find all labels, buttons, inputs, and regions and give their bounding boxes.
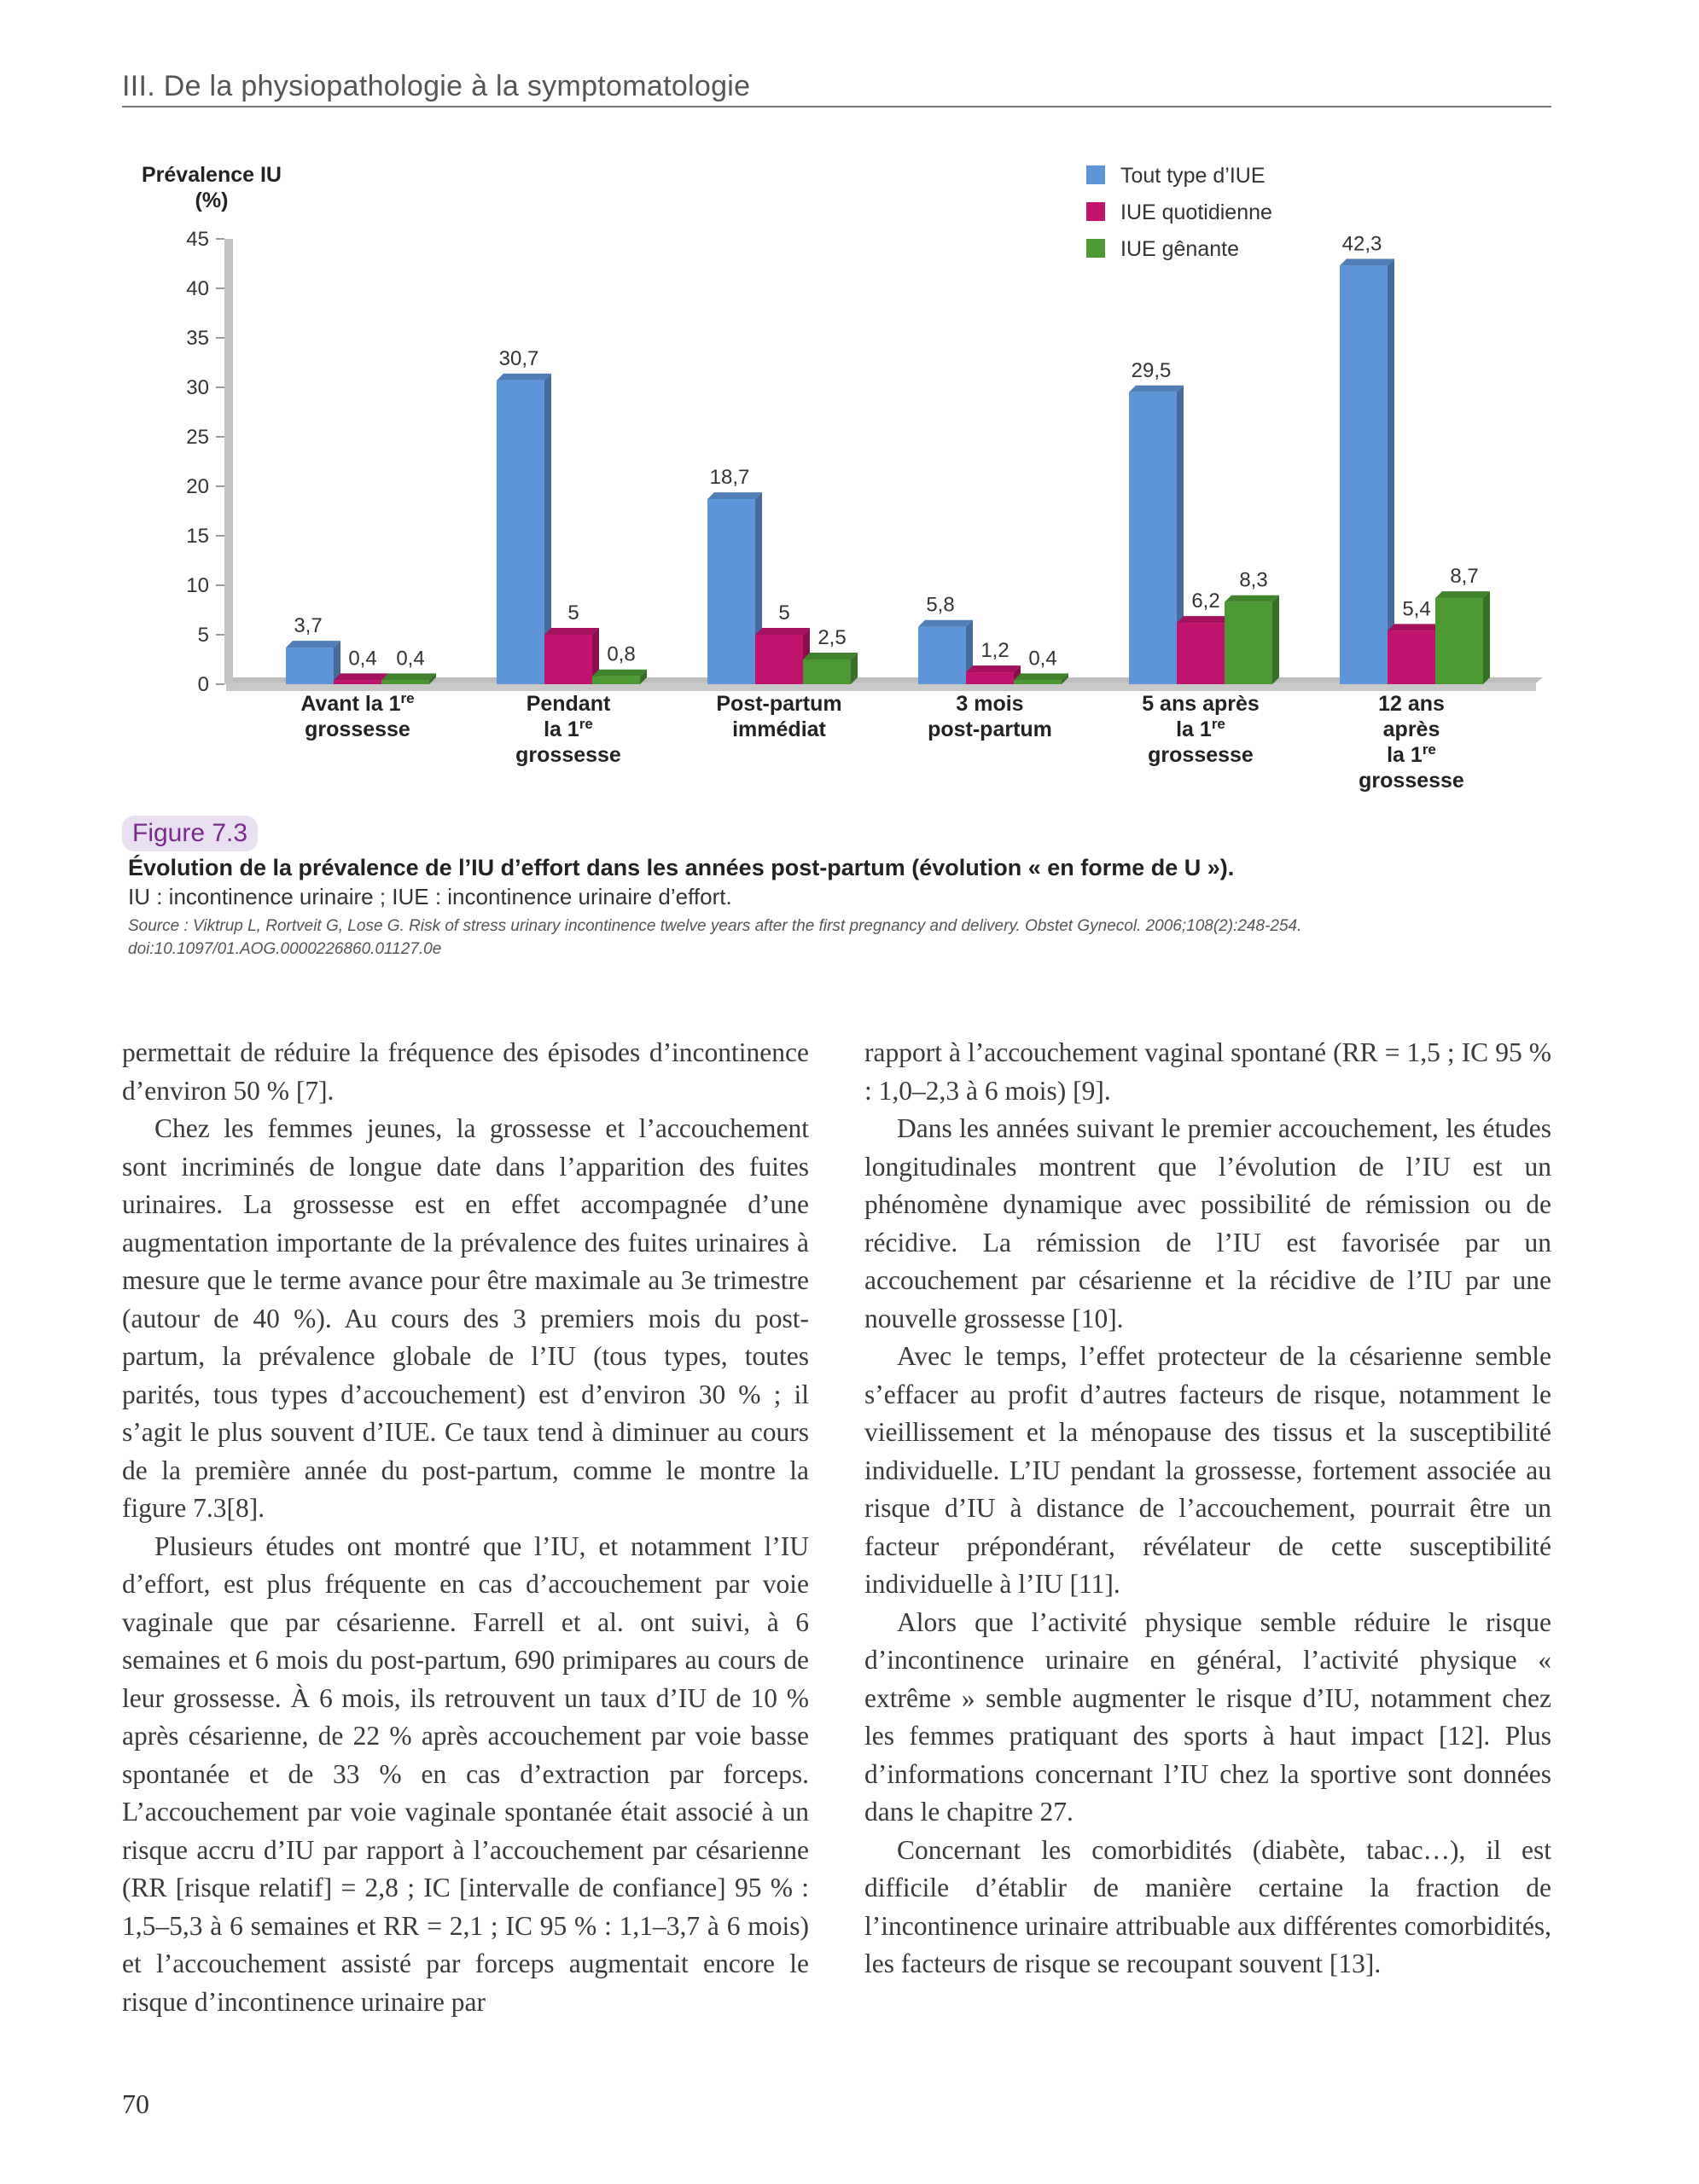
y-tick-label: 45 [186, 228, 209, 251]
y-tick-label: 5 [197, 624, 209, 647]
paragraph: Alors que l’activité physique semble réduire le risque d’incontinence urinaire en général, l’activité physique « extrême » semble augmenter le risque d’IU, notamment chez les femmes pratiquant des sports à haut impact [12]. Plus d’informations concernant l’IU chez la sportive sont données dans le chapitre 27. [864, 1606, 1551, 1827]
bar-top [1225, 595, 1279, 602]
data-label: 8,3 [1239, 568, 1268, 592]
y-tick-label: 25 [186, 426, 209, 449]
data-label: 42,3 [1341, 232, 1382, 256]
bar-top [707, 492, 762, 499]
legend-label: Tout type d’IUE [1120, 164, 1266, 188]
legend-swatch [1086, 202, 1105, 221]
y-tick-label: 35 [186, 327, 209, 350]
data-label: 0,4 [348, 647, 377, 671]
bar-chart [122, 145, 1551, 810]
data-label: 29,5 [1131, 358, 1172, 382]
figure-label: Figure 7.3 [122, 816, 258, 851]
x-category-label: la 1re [1387, 741, 1436, 767]
data-label: 0,4 [1028, 647, 1057, 671]
bar [1340, 265, 1388, 684]
bar [381, 680, 429, 684]
legend-label: IUE gênante [1120, 237, 1239, 261]
bar-top [1129, 386, 1184, 392]
x-category-label: 12 ans [1378, 692, 1445, 716]
data-label: 0,8 [607, 642, 636, 666]
x-category-label: grossesse [305, 717, 410, 741]
paragraph: Dans les années suivant le premier accouchement, les études longitudinales montrent que l’évolution de l’IU est un phénomène dynamique avec possibilité de rémission ou de récidive. La rémission de l’IU est favorisée par un accouchement par césarienne et la récidive de l’IU par une nouvelle grossesse [10]. [864, 1113, 1551, 1333]
bar [803, 659, 851, 684]
bar [1435, 598, 1483, 684]
bar [1014, 680, 1062, 684]
bar-top [966, 665, 1021, 672]
bar [1129, 392, 1177, 684]
x-category-label: la 1re [1176, 716, 1225, 741]
y-tick-label: 30 [186, 376, 209, 399]
figure-caption-abbreviations: IU : incontinence urinaire ; IUE : incontinence urinaire d’effort. [128, 884, 732, 909]
legend-swatch [1086, 239, 1105, 258]
bar-top [334, 673, 388, 680]
data-label: 5 [567, 601, 579, 624]
bar-top [1388, 624, 1442, 630]
bar [592, 677, 640, 684]
x-category-label: Avant la 1re [300, 690, 415, 716]
y-tick-label: 15 [186, 525, 209, 548]
bar [334, 680, 381, 684]
bar [755, 635, 803, 684]
bar [966, 672, 1014, 684]
page-number: 70 [122, 2088, 149, 2119]
bar-side [1388, 258, 1394, 684]
paragraph: Concernant les comorbidités (diabète, tabac…), il est difficile d’établir de manière certaine la fraction de l’incontinence urinaire attribuable aux différentes comorbidités, les facteurs de risque se recoupant souvent [13]. [864, 1834, 1551, 1978]
x-category-label: post-partum [928, 717, 1052, 741]
bar [286, 648, 334, 684]
paragraph: permettait de réduire la fréquence des épisodes d’incontinence d’environ 50 % [7]. [122, 1037, 809, 1106]
running-head: III. De la physiopathologie à la symptomatologie [122, 70, 751, 102]
y-axis-title: (%) [195, 189, 229, 212]
paragraph: Avec le temps, l’effet protecteur de la césarienne semble s’effacer au profit d’autres facteurs de risque, notamment le vieillissement et la ménopause des tissus et la susceptibilité individuelle. L’IU pendant la grossesse, fortement associée au risque d’IU à distance de l’accouchement, pourrait être un facteur prépondérant, révélateur de cette susceptibilité individuelle à l’IU [11]. [864, 1341, 1551, 1599]
x-category-label: grossesse [1359, 769, 1464, 793]
figure-caption-title: Évolution de la prévalence de l’IU d’effort dans les années post-partum (évolution « en forme de U »). [128, 855, 1235, 880]
x-category-label: grossesse [515, 743, 621, 767]
bar-top [497, 374, 551, 380]
paragraph: Chez les femmes jeunes, la grossesse et l’accouchement sont incriminés de longue date dans l’apparition des fuites urinaires. La grossesse est en effet accompagnée d’une augmentation importante de la prévalence des fuites urinaires à mesure que le terme avance pour être maximale au 3e trimestre (autour de 40 %). Au cours des 3 premiers mois du post-partum, la prévalence globale de l’IU (tous types, toutes parités, tous types d’accouchement) est d’environ 30 % ; il s’agit le plus souvent d’IUE. Ce taux tend à diminuer au cours de la première année du post-partum, comme le montre la figure 7.3[8]. [122, 1113, 809, 1523]
x-category-label: grossesse [1148, 743, 1254, 767]
bar-top [1435, 591, 1490, 598]
bar-top [803, 653, 858, 659]
bar-top [544, 628, 599, 635]
data-label: 3,7 [294, 614, 323, 638]
left-text-column [122, 1034, 809, 2021]
paragraph: rapport à l’accouchement vaginal spontané (RR = 1,5 ; IC 95 % : 1,0–2,3 à 6 mois) [9]. [864, 1037, 1551, 1106]
data-label: 8,7 [1450, 565, 1479, 589]
y-tick-label: 0 [197, 673, 209, 696]
header-rule [122, 106, 1551, 107]
legend-label: IUE quotidienne [1120, 200, 1272, 224]
paragraph: Plusieurs études ont montré que l’IU, et notamment l’IU d’effort, est plus fréquente en cas d’accouchement par voie vaginale que par césarienne. Farrell et al. ont suivi, à 6 semaines et 6 mois du post-partum, 690 primipares au cours de leur grossesse. À 6 mois, ils retrouvent un taux d’IU de 10 % après césarienne, de 22 % après accouchement par voie basse spontanée et de 33 % en cas d’extraction par forceps. L’accouchement par voie vaginale spontanée était associé à un risque accru d’IU par rapport à l’accouchement par césarienne (RR [risque relatif] = 2,8 ; IC [intervalle de confiance] 95 % : 1,5–5,3 à 6 semaines et RR = 2,1 ; IC 95 % : 1,1–3,7 à 6 mois) et l’accouchement assisté par forceps augmentait encore le risque d’incontinence urinaire par [122, 1531, 809, 2017]
x-category-label: immédiat [732, 717, 826, 741]
bar-side [1483, 591, 1490, 684]
x-category-label: après [1382, 717, 1440, 741]
bar-top [1340, 258, 1394, 265]
bar [1225, 602, 1272, 684]
bar [918, 627, 966, 684]
right-text-column [864, 1034, 1551, 1984]
bar [707, 499, 755, 684]
y-axis-title: Prévalence IU [142, 163, 282, 187]
x-category-label: Pendant [526, 692, 611, 716]
bar-top [755, 628, 810, 635]
x-category-label: 5 ans après [1142, 692, 1260, 716]
y-tick-label: 10 [186, 574, 209, 597]
x-category-label: Post-partum [716, 692, 842, 716]
bar-top [918, 620, 973, 627]
data-label: 18,7 [709, 466, 750, 490]
data-label: 0,4 [396, 647, 425, 671]
bar [544, 635, 592, 684]
y-tick-label: 40 [186, 277, 209, 300]
data-label: 6,2 [1191, 590, 1220, 613]
data-label: 30,7 [498, 346, 539, 370]
data-label: 5 [778, 601, 790, 624]
bar-top [286, 641, 340, 648]
data-label: 2,5 [817, 626, 847, 649]
bar-top [1014, 673, 1068, 680]
x-category-label: 3 mois [956, 692, 1024, 716]
y-axis-wall [224, 239, 233, 684]
x-category-label: la 1re [544, 716, 593, 741]
y-tick-label: 20 [186, 475, 209, 498]
bar [1177, 623, 1225, 684]
bar [497, 380, 544, 684]
data-label: 1,2 [980, 639, 1010, 663]
bar-top [1177, 616, 1231, 623]
figure-caption-source: Source : Viktrup L, Rortveit G, Lose G. Risk of stress urinary incontinence twelve years after the first pregnancy and delivery. Obstet Gynecol. 2006;108(2):248-254. doi:10.1097/01.AOG.0000226860.01127.0e [128, 917, 1302, 958]
bar [1388, 630, 1435, 684]
data-label: 5,4 [1402, 597, 1431, 621]
bar-side [1272, 595, 1279, 684]
data-label: 5,8 [926, 593, 955, 617]
bar-top [381, 673, 436, 680]
legend-swatch [1086, 166, 1105, 184]
bar-top [592, 670, 647, 677]
